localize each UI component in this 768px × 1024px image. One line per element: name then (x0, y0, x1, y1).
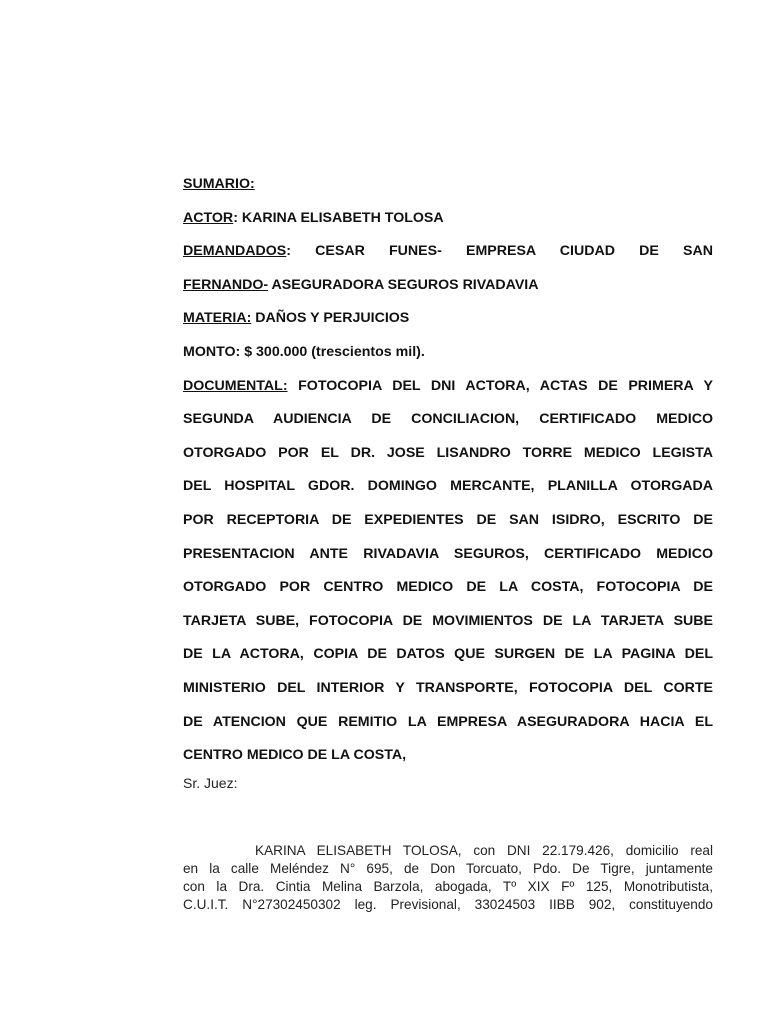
summary-heading-text: SUMARIO: (183, 176, 255, 192)
summary-block (183, 168, 713, 773)
body-line-3: con la Dra. Cintia Melina Barzola, abogada, Tº XIX Fº 125, Monotributista, (183, 879, 713, 894)
documental-line-11: DE ATENCION QUE REMITIO LA EMPRESA ASEGURADORA HACIA EL (183, 713, 713, 730)
documental-line-2: SEGUNDA AUDIENCIA DE CONCILIACION, CERTIFICADO MEDICO (183, 411, 713, 428)
materia-line (183, 302, 713, 336)
demandados-value-1: : CESAR FUNES- EMPRESA CIUDAD DE SAN (286, 243, 713, 260)
demandados-line-1 (183, 235, 713, 269)
actor-value: : KARINA ELISABETH TOLOSA (233, 209, 444, 226)
monto-line: MONTO: $ 300.000 (trescientos mil). (183, 343, 425, 360)
demandados-value-2a: FERNANDO- (183, 276, 269, 293)
documental-line-9: DE LA ACTORA, COPIA DE DATOS QUE SURGEN DE LA PAGINA DEL (183, 646, 713, 663)
documental-line-12: CENTRO MEDICO DE LA COSTA, (183, 747, 407, 764)
documental-line-5: POR RECEPTORIA DE EXPEDIENTES DE SAN ISIDRO, ESCRITO DE (183, 511, 713, 528)
actor-label: ACTOR (183, 209, 234, 226)
documental-line-10: MINISTERIO DEL INTERIOR Y TRANSPORTE, FOTOCOPIA DEL CORTE (183, 679, 713, 696)
body-line-2: en la calle Meléndez N° 695, de Don Torcuato, Pdo. De Tigre, juntamente (183, 861, 713, 876)
body-paragraph (183, 842, 713, 914)
body-line-1: KARINA ELISABETH TOLOSA, con DNI 22.179.426, domicilio real (255, 843, 713, 858)
demandados-value-2b: ASEGURADORA SEGUROS RIVADAVIA (268, 276, 539, 293)
actor-line (183, 202, 713, 236)
documental-line-6: PRESENTACION ANTE RIVADAVIA SEGUROS, CERTIFICADO MEDICO (183, 545, 713, 562)
documental-line-3: OTORGADO POR EL DR. JOSE LISANDRO TORRE MEDICO LEGISTA (183, 444, 713, 461)
documental-label: DOCUMENTAL: (183, 377, 288, 394)
body-line-4: C.U.I.T. N°27302450302 leg. Previsional, 33024503 IIBB 902, constituyendo (183, 897, 713, 912)
materia-value: DAÑOS Y PERJUICIOS (251, 310, 410, 327)
demandados-line-2 (183, 269, 713, 303)
documental-line-8: TARJETA SUBE, FOTOCOPIA DE MOVIMIENTOS DE LA TARJETA SUBE (183, 612, 713, 629)
documental-text-1: FOTOCOPIA DEL DNI ACTORA, ACTAS DE PRIMERA Y (287, 377, 713, 394)
documental-line-4: DEL HOSPITAL GDOR. DOMINGO MERCANTE, PLANILLA OTORGADA (183, 478, 713, 495)
documental-line-1 (183, 370, 713, 404)
documental-line-7: OTORGADO POR CENTRO MEDICO DE LA COSTA, FOTOCOPIA DE (183, 579, 713, 596)
summary-heading (183, 168, 713, 202)
materia-label: MATERIA: (183, 310, 252, 327)
salutation: Sr. Juez: (183, 775, 238, 791)
demandados-label: DEMANDADOS (183, 243, 287, 260)
